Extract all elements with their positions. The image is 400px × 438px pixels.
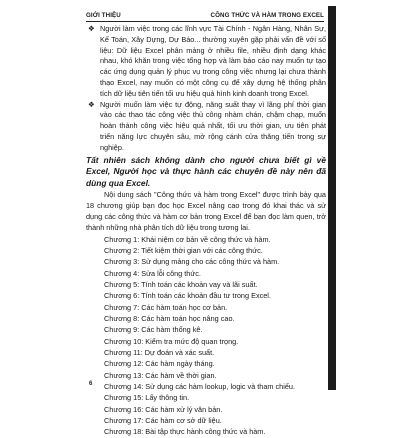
bullet-item (86, 24, 326, 100)
chapter-item: Chương 9: Các hàm thống kê. (104, 325, 203, 335)
diamond-bullet-icon: ❖ (88, 99, 95, 109)
chapter-item: Chương 8: Các hàm toán học nâng cao. (104, 313, 235, 323)
chapter-item: Chương 3: Sử dụng mảng cho các công thức và hàm. (104, 257, 280, 267)
chapter-item: Chương 15: Lấy thông tin. (104, 393, 190, 403)
header-rule (86, 21, 324, 22)
bullet-item (86, 100, 326, 154)
chapter-item: Chương 17: Các hàm cơ sở dữ liệu. (104, 416, 222, 426)
chapter-item: Chương 12: Các hàm ngày tháng. (104, 359, 215, 369)
running-header (86, 11, 324, 24)
audience-note: Tất nhiên sách không dành cho người chưa biết gì về Excel, Người học và thực hành các chuyên đề này nên đã dùng qua Excel. (86, 154, 326, 188)
bullet-text: Người muốn làm việc tự động, năng suất thay vì lãng phí thời gian vào các thao tác công việc thủ công nhàm chán, chậm chạp, muốn hoàn thành công việc hiệu quả nhất, tối ưu thời gian, ưu tiên phát triển năng lực chuyên sâu, mở rộng cánh cửa thăng tiến trong sự nghiệp. (100, 99, 326, 152)
intro-paragraph: Nội dung sách "Công thức và hàm trong Excel" được trình bày qua 18 chương giúp bạn đọc học Excel nâng cao trong đó khai thác và sử dụng các công thức và hàm cơ bản trong Excel để bạn đọc làm quen, trở thành những nhà phân tích dữ liệu trong tương lai. (86, 190, 326, 232)
header-section-title: GIỚI THIỆU (86, 12, 121, 19)
page-number: 6 (89, 381, 93, 387)
page-body (86, 24, 326, 438)
chapter-list (86, 234, 326, 438)
chapter-item: Chương 14: Sử dụng các hàm lookup, logic và tham chiếu. (104, 382, 296, 391)
chapter-item: Chương 16: Các hàm xử lý văn bản. (104, 404, 223, 414)
chapter-item: Chương 1: Khái niệm cơ bản về công thức và hàm. (104, 234, 271, 244)
chapter-item: Chương 6: Tính toán các khoản đầu tư trong Excel. (104, 291, 271, 301)
page-edge-bar (328, 6, 336, 390)
chapter-item: Chương 2: Tiết kiệm thời gian với các công thức. (104, 245, 263, 255)
header-book-title: CÔNG THỨC VÀ HÀM TRONG EXCEL (210, 12, 324, 19)
chapter-item: Chương 4: Sửa lỗi công thức. (104, 268, 201, 278)
diamond-bullet-icon: ❖ (88, 24, 95, 33)
chapter-item: Chương 18: Bài tập thực hành công thức và hàm. (104, 427, 266, 437)
bullet-text: Người làm việc trong các lĩnh vực Tài Chính - Ngân Hàng, Nhân Sự, Kế Toán, Xây Dựng, Dự Báo... thường xuyên gặp phải vấn đề với số liệu: Dữ liệu Excel phân mảng ở nhiều file, nhiều định dạng khác nhau, khó khăn trong việc tổng hợp và làm báo cáo nay muốn tự tạo các ứng dụng quản lý phục vụ trong công việc nhưng lại chưa thành thạo Excel, nay muốn có một công cụ để xây dựng hệ thống phân tích dữ liệu tiên tiến tối ưu hiệu quả hình kinh doanh trong Excel. (100, 24, 326, 98)
chapter-item: Chương 13: Các hàm về thời gian. (104, 370, 217, 380)
chapter-item: Chương 11: Dự đoán và xác suất. (104, 347, 215, 357)
chapter-item: Chương 10: Kiểm tra mức độ quan trọng. (104, 336, 239, 346)
chapter-item: Chương 7: Các hàm toán học cơ bản. (104, 302, 228, 312)
chapter-item: Chương 5: Tính toán các khoản vay và lãi suất. (104, 279, 258, 289)
